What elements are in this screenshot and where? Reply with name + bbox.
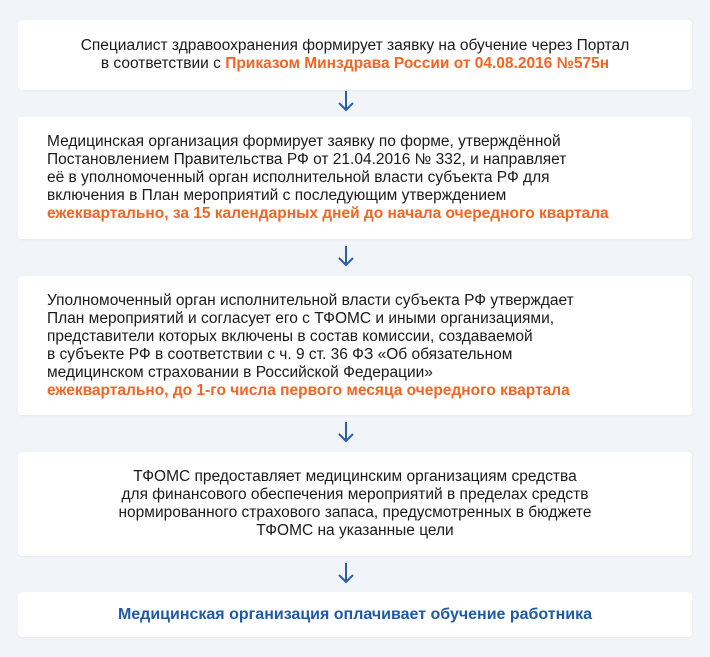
arrow-down-icon [336, 245, 356, 269]
step-1-box [18, 20, 692, 90]
step-1-line-2-prefix: в соответствии с [100, 55, 226, 72]
arrow-down-icon [336, 562, 356, 586]
step-3-box [18, 276, 692, 415]
step-2-deadline: ежеквартально, за 15 календарных дней до начала очередного квартала [47, 205, 609, 222]
step-1-line-1: Специалист здравоохранения формирует заявку на обучение через Портал [80, 37, 630, 54]
step-2-line-2: Постановлением Правительства РФ от 21.04.2016 № 332, и направляет [47, 151, 567, 168]
step-4-line-2: для финансового обеспечения мероприятий в пределах средств [121, 486, 589, 503]
step-4-box [18, 452, 692, 556]
arrow-down-icon [336, 90, 356, 114]
step-2-line-3: её в уполномоченный орган исполнительной власти субъекта РФ для [47, 169, 550, 186]
step-3-line-2: План мероприятий и согласует его с ТФОМС и иными организациями, [47, 309, 555, 327]
step-4-line-4: ТФОМС на указанные цели [256, 522, 454, 539]
step-5-final-step: Медицинская организация оплачивает обучение работника [117, 605, 593, 623]
step-3-line-1: Уполномоченный орган исполнительной власти субъекта РФ утверждает [47, 291, 574, 309]
step-2-line-4: включения в План мероприятий с последующим утверждением [47, 187, 507, 204]
step-1-order-reference: Приказом Минздрава России от 04.08.2016 №575н [225, 55, 610, 72]
step-2-box [18, 117, 692, 239]
step-2-line-1: Медицинская организация формирует заявку по форме, утверждённой [47, 133, 561, 150]
step-4-line-3: нормированного страхового запаса, предусмотренных в бюджете [118, 504, 592, 521]
step-5-box [18, 592, 692, 637]
step-3-line-3: представители которых включены в состав комиссии, создаваемой [47, 327, 533, 345]
step-4-line-1: ТФОМС предоставляет медицинским организациям средства [133, 468, 577, 485]
step-3-line-4: в субъекте РФ в соответствии с ч. 9 ст. 36 ФЗ «Об обязательном [47, 345, 513, 363]
arrow-down-icon [336, 421, 356, 445]
step-3-deadline: ежеквартально, до 1-го числа первого месяца очередного квартала [47, 381, 570, 399]
step-1-line-2 [101, 55, 609, 73]
step-3-line-5: медицинском страховании в Российской Федерации» [47, 363, 433, 381]
